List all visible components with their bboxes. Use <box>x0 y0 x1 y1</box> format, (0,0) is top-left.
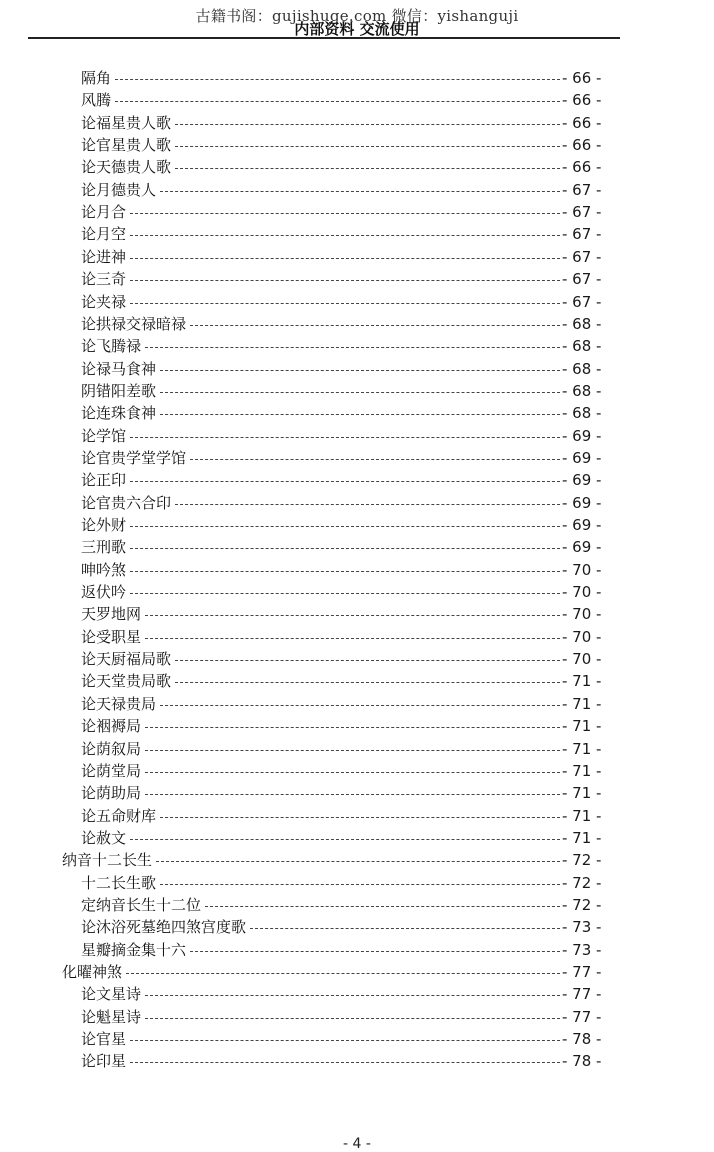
toc-entry-page: - 66 - <box>562 69 602 87</box>
toc-entry[interactable] <box>0 402 620 424</box>
dot-leader <box>250 928 560 929</box>
toc-entry-page: - 73 - <box>562 918 602 937</box>
dot-leader <box>145 1018 560 1019</box>
toc-entry[interactable] <box>0 603 620 625</box>
toc-entry[interactable] <box>0 156 620 178</box>
dot-leader <box>130 548 560 549</box>
dot-leader <box>130 1040 560 1041</box>
toc-entry-title: 论印星 <box>81 1052 127 1071</box>
toc-entry-page: - 66 - <box>562 91 602 110</box>
toc-entry-title: 论正印 <box>81 471 127 490</box>
dot-leader <box>205 906 560 907</box>
dot-leader <box>130 839 560 840</box>
toc-entry-page: - 70 - <box>562 627 602 646</box>
dot-leader <box>130 213 560 214</box>
toc-entry-title: 论福星贵人歌 <box>81 113 172 132</box>
dot-leader <box>175 168 560 169</box>
toc-entry-page: - 77 - <box>562 985 602 1004</box>
toc-entry-title: 论月德贵人 <box>81 180 157 199</box>
toc-entry-page: - 71 - <box>562 672 602 691</box>
dot-leader <box>145 347 560 348</box>
toc-entry-page: - 71 - <box>562 784 602 803</box>
toc-entry[interactable] <box>0 291 620 313</box>
toc-entry-page: - 66 - <box>562 158 602 177</box>
toc-entry-page: - 70 - <box>562 605 602 624</box>
toc-entry-page: - 68 - <box>562 381 602 400</box>
toc-entry[interactable] <box>0 179 620 201</box>
toc-entry-title: 论沐浴死墓绝四煞宫度歌 <box>81 918 247 937</box>
toc-entry-title: 论天德贵人歌 <box>81 158 172 177</box>
toc-entry-title: 论外财 <box>81 516 127 534</box>
dot-leader <box>160 817 560 818</box>
toc-entry[interactable] <box>0 201 620 223</box>
toc-entry-title: 论受职星 <box>81 627 142 646</box>
toc-entry[interactable] <box>0 536 620 558</box>
toc-entry[interactable] <box>0 894 620 916</box>
toc-entry[interactable] <box>0 335 620 357</box>
toc-entry-title: 论官星贵人歌 <box>81 136 172 155</box>
dot-leader <box>130 235 560 236</box>
page-header-title: 内部资料 交流使用 <box>294 20 420 38</box>
toc-entry-title: 论文星诗 <box>81 985 142 1004</box>
dot-leader <box>160 884 560 885</box>
dot-leader <box>130 481 560 482</box>
toc-entry-title: 论禄马食神 <box>81 359 157 378</box>
toc-entry[interactable] <box>0 313 620 335</box>
toc-entry-title: 返伏吟 <box>81 583 127 602</box>
dot-leader <box>160 705 560 706</box>
toc-entry[interactable] <box>0 648 620 670</box>
toc-entry[interactable] <box>0 358 620 380</box>
toc-entry[interactable] <box>0 268 620 290</box>
toc-entry-title: 三刑歌 <box>81 538 127 557</box>
toc-entry[interactable] <box>0 581 620 603</box>
dot-leader <box>175 504 560 505</box>
dot-leader <box>160 414 560 415</box>
dot-leader <box>130 437 560 438</box>
toc-entry-page: - 70 - <box>562 650 602 669</box>
toc-entry-page: - 70 - <box>562 583 602 602</box>
dot-leader <box>145 638 560 639</box>
toc-entry[interactable] <box>0 916 620 938</box>
toc-entry[interactable] <box>0 380 620 402</box>
toc-entry-title: 论官贵六合印 <box>81 493 172 512</box>
toc-entry-title: 论魁星诗 <box>81 1007 142 1026</box>
toc-entry-title: 纳音十二长生 <box>62 851 153 870</box>
dot-leader <box>190 951 560 952</box>
dot-leader <box>160 370 560 371</box>
toc-entry[interactable] <box>0 425 620 447</box>
dot-leader <box>130 258 560 259</box>
toc-entry[interactable] <box>0 827 620 849</box>
toc-entry[interactable] <box>0 223 620 245</box>
toc-entry-page: - 69 - <box>562 516 602 534</box>
toc-entry-page: - 69 - <box>562 538 602 557</box>
toc-entry-page: - 72 - <box>562 851 602 870</box>
toc-entry[interactable] <box>0 447 620 469</box>
toc-entry[interactable] <box>0 134 620 156</box>
dot-leader <box>126 973 560 974</box>
toc-entry[interactable] <box>0 872 620 894</box>
dot-leader <box>130 526 560 527</box>
dot-leader <box>130 571 560 572</box>
dot-leader <box>160 392 560 393</box>
toc-entry[interactable] <box>0 112 620 134</box>
toc-entry-page: - 67 - <box>562 270 602 289</box>
toc-entry[interactable] <box>0 805 620 827</box>
toc-entry-page: - 66 - <box>562 136 602 155</box>
toc-entry-title: 论学馆 <box>81 426 127 445</box>
toc-entry[interactable] <box>0 89 620 111</box>
toc-entry-title: 星瓣摘金集十六 <box>81 940 187 959</box>
toc-entry-title: 论官星 <box>81 1030 127 1049</box>
toc-entry-title: 定纳音长生十二位 <box>81 895 202 914</box>
toc-entry-title: 论飞腾禄 <box>81 337 142 356</box>
toc-entry-page: - 70 - <box>562 560 602 579</box>
toc-entry-title: 化曜神煞 <box>62 963 123 981</box>
toc-entry-page: - 67 - <box>562 180 602 199</box>
toc-entry-page: - 71 - <box>562 806 602 825</box>
toc-entry[interactable] <box>0 626 620 648</box>
toc-entry-title: 阴错阳差歌 <box>81 381 157 400</box>
toc-entry[interactable] <box>0 715 620 737</box>
toc-entry-title: 论荫堂局 <box>81 761 142 780</box>
toc-entry-page: - 66 - <box>562 113 602 132</box>
toc-entry-title: 论荫助局 <box>81 784 142 803</box>
toc-entry-page: - 78 - <box>562 1052 602 1071</box>
dot-leader <box>156 861 560 862</box>
toc-entry[interactable] <box>0 469 620 491</box>
toc-entry[interactable] <box>0 939 620 961</box>
toc-entry-title: 论天厨福局歌 <box>81 650 172 669</box>
dot-leader <box>130 280 560 281</box>
toc-entry-page: - 71 - <box>562 739 602 758</box>
dot-leader <box>130 593 560 594</box>
toc-entry-title: 论荫叙局 <box>81 739 142 758</box>
toc-entry[interactable] <box>0 782 620 804</box>
toc-entry-page: - 68 - <box>562 337 602 356</box>
toc-entry-page: - 71 - <box>562 717 602 736</box>
watermark-text: 古籍书阁：gujishuge.com 微信：yishanguji <box>195 7 519 25</box>
toc-entry-page: - 77 - <box>562 963 602 981</box>
toc-entry[interactable] <box>0 492 620 514</box>
dot-leader <box>115 79 560 80</box>
toc-entry-page: - 69 - <box>562 471 602 490</box>
toc-entry[interactable] <box>0 760 620 782</box>
toc-entry[interactable] <box>0 961 620 983</box>
dot-leader <box>145 615 560 616</box>
dot-leader <box>115 101 560 102</box>
toc-entry[interactable] <box>0 1028 620 1050</box>
dot-leader <box>145 727 560 728</box>
toc-entry-page: - 71 - <box>562 761 602 780</box>
toc-entry-page: - 67 - <box>562 247 602 266</box>
toc-entry[interactable] <box>0 983 620 1005</box>
dot-leader <box>145 995 560 996</box>
toc-entry-page: - 67 - <box>562 225 602 244</box>
toc-entry-title: 隔角 <box>81 69 112 87</box>
header-divider <box>28 37 620 39</box>
toc-entry-page: - 67 - <box>562 203 602 222</box>
toc-entry-title: 论月空 <box>81 225 127 244</box>
dot-leader <box>130 1062 560 1063</box>
toc-entry-title: 论赦文 <box>81 828 127 847</box>
toc-entry[interactable] <box>0 67 620 89</box>
toc-entry-title: 论五命财库 <box>81 806 157 825</box>
toc-entry-title: 论官贵学堂学馆 <box>81 448 187 467</box>
toc-entry-page: - 68 - <box>562 404 602 423</box>
toc-entry[interactable] <box>0 693 620 715</box>
dot-leader <box>175 124 560 125</box>
dot-leader <box>190 459 560 460</box>
page-number: - 4 - <box>343 1136 371 1152</box>
toc-entry[interactable] <box>0 849 620 871</box>
toc-entry-title: 论裀褥局 <box>81 717 142 736</box>
dot-leader <box>130 303 560 304</box>
toc-entry-page: - 72 - <box>562 895 602 914</box>
toc-entry-page: - 71 - <box>562 828 602 847</box>
toc-entry-page: - 69 - <box>562 448 602 467</box>
toc-entry-page: - 69 - <box>562 493 602 512</box>
toc-entry[interactable] <box>0 246 620 268</box>
toc-entry-page: - 69 - <box>562 426 602 445</box>
dot-leader <box>145 794 560 795</box>
dot-leader <box>145 772 560 773</box>
dot-leader <box>175 682 560 683</box>
dot-leader <box>175 146 560 147</box>
toc-entry-page: - 72 - <box>562 873 602 892</box>
toc-entry-title: 论进神 <box>81 247 127 266</box>
toc-entry-title: 呻吟煞 <box>81 560 127 579</box>
toc-entry[interactable] <box>0 1050 620 1072</box>
toc-entry-page: - 78 - <box>562 1030 602 1049</box>
dot-leader <box>190 325 560 326</box>
toc-entry-page: - 68 - <box>562 314 602 333</box>
toc-entry[interactable] <box>0 738 620 760</box>
toc-entry-title: 论月合 <box>81 203 127 222</box>
dot-leader <box>160 191 560 192</box>
toc-entry-title: 论拱禄交禄暗禄 <box>81 314 187 333</box>
toc-entry-title: 论连珠食神 <box>81 404 157 423</box>
toc-entry[interactable] <box>0 559 620 581</box>
toc-entry-title: 论夹禄 <box>81 292 127 311</box>
dot-leader <box>145 750 560 751</box>
toc-entry-title: 十二长生歌 <box>81 873 157 892</box>
toc-entry[interactable] <box>0 1006 620 1028</box>
toc-entry-page: - 73 - <box>562 940 602 959</box>
dot-leader <box>175 660 560 661</box>
toc-entry-title: 风腾 <box>81 91 112 110</box>
toc-entry-title: 天罗地网 <box>81 605 142 624</box>
toc-entry-title: 论天禄贵局 <box>81 694 157 713</box>
toc-entry[interactable] <box>0 514 620 536</box>
toc-entry-page: - 71 - <box>562 694 602 713</box>
toc-entry-page: - 68 - <box>562 359 602 378</box>
toc-entry-page: - 77 - <box>562 1007 602 1026</box>
toc-entry-title: 论天堂贵局歌 <box>81 672 172 691</box>
toc-entry-page: - 67 - <box>562 292 602 311</box>
toc-entry[interactable] <box>0 670 620 692</box>
toc-entry-title: 论三奇 <box>81 270 127 289</box>
